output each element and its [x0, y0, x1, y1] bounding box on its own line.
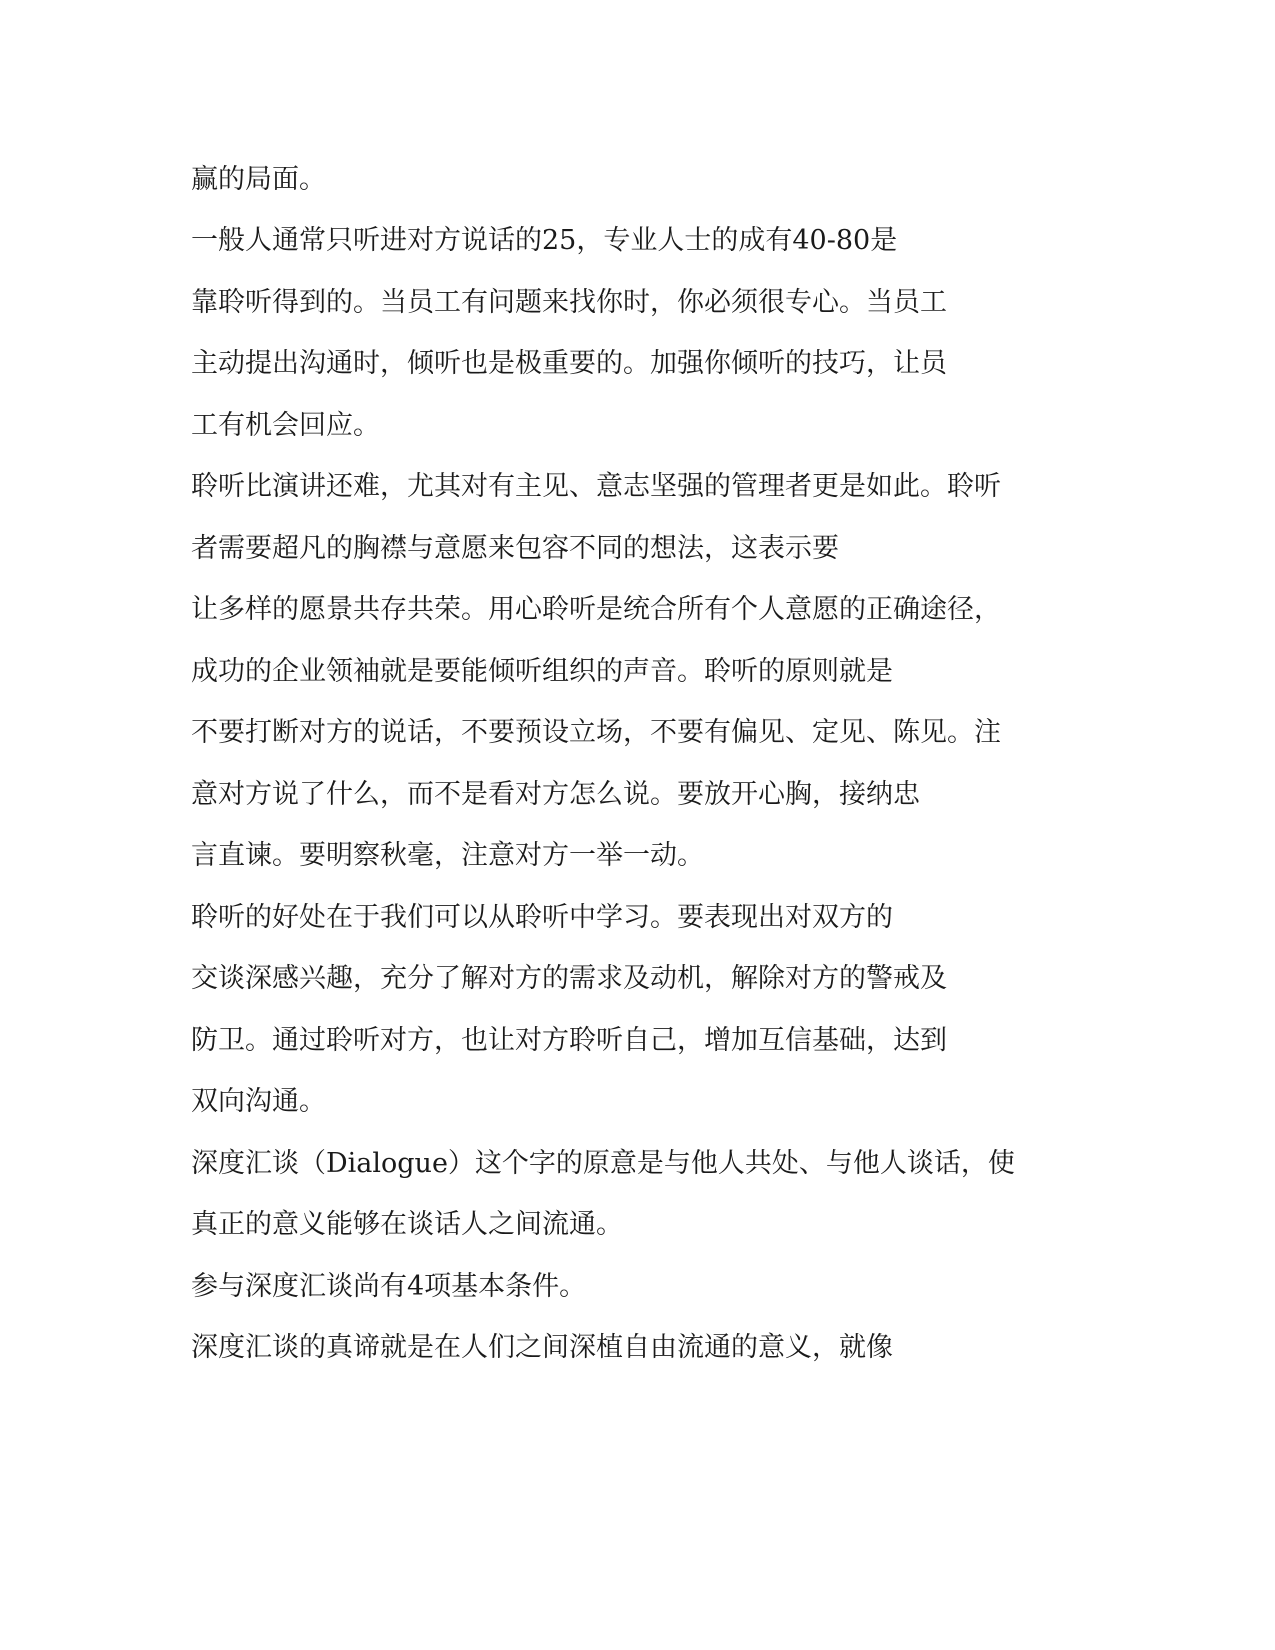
- text-line: 工有机会回应。: [191, 410, 380, 441]
- text-line: 交谈深感兴趣，充分了解对方的需求及动机，解除对方的警戒及: [191, 963, 947, 994]
- text-line: 真正的意义能够在谈话人之间流通。: [191, 1209, 623, 1240]
- text-line: 不要打断对方的说话，不要预设立场，不要有偏见、定见、陈见。注: [191, 717, 1001, 748]
- text-line: 参与深度汇谈尚有4项基本条件。: [191, 1271, 587, 1302]
- text-line: 聆听比演讲还难，尤其对有主见、意志坚强的管理者更是如此。聆听: [191, 471, 1001, 502]
- text-line: 深度汇谈的真谛就是在人们之间深植自由流通的意义，就像: [191, 1332, 893, 1363]
- text-line: 深度汇谈（Dialogue）这个字的原意是与他人共处、与他人谈话，使: [191, 1148, 1015, 1179]
- text-line: 让多样的愿景共存共荣。用心聆听是统合所有个人意愿的正确途径，: [191, 594, 1001, 625]
- text-line: 防卫。通过聆听对方，也让对方聆听自己，增加互信基础，达到: [191, 1025, 947, 1056]
- text-line: 者需要超凡的胸襟与意愿来包容不同的想法，这表示要: [191, 533, 839, 564]
- text-line: 成功的企业领袖就是要能倾听组织的声音。聆听的原则就是: [191, 656, 893, 687]
- text-line: 主动提出沟通时，倾听也是极重要的。加强你倾听的技巧，让员: [191, 348, 947, 379]
- text-line: 赢的局面。: [191, 164, 326, 195]
- text-line: 聆听的好处在于我们可以从聆听中学习。要表现出对双方的: [191, 902, 893, 933]
- text-line: 意对方说了什么，而不是看对方怎么说。要放开心胸，接纳忠: [191, 779, 920, 810]
- text-line: 靠聆听得到的。当员工有问题来找你时，你必须很专心。当员工: [191, 287, 947, 318]
- text-line: 一般人通常只听进对方说话的25，专业人士的成有40-80是: [191, 225, 898, 256]
- text-line: 言直谏。要明察秋毫，注意对方一举一动。: [191, 840, 704, 871]
- text-line: 双向沟通。: [191, 1086, 326, 1117]
